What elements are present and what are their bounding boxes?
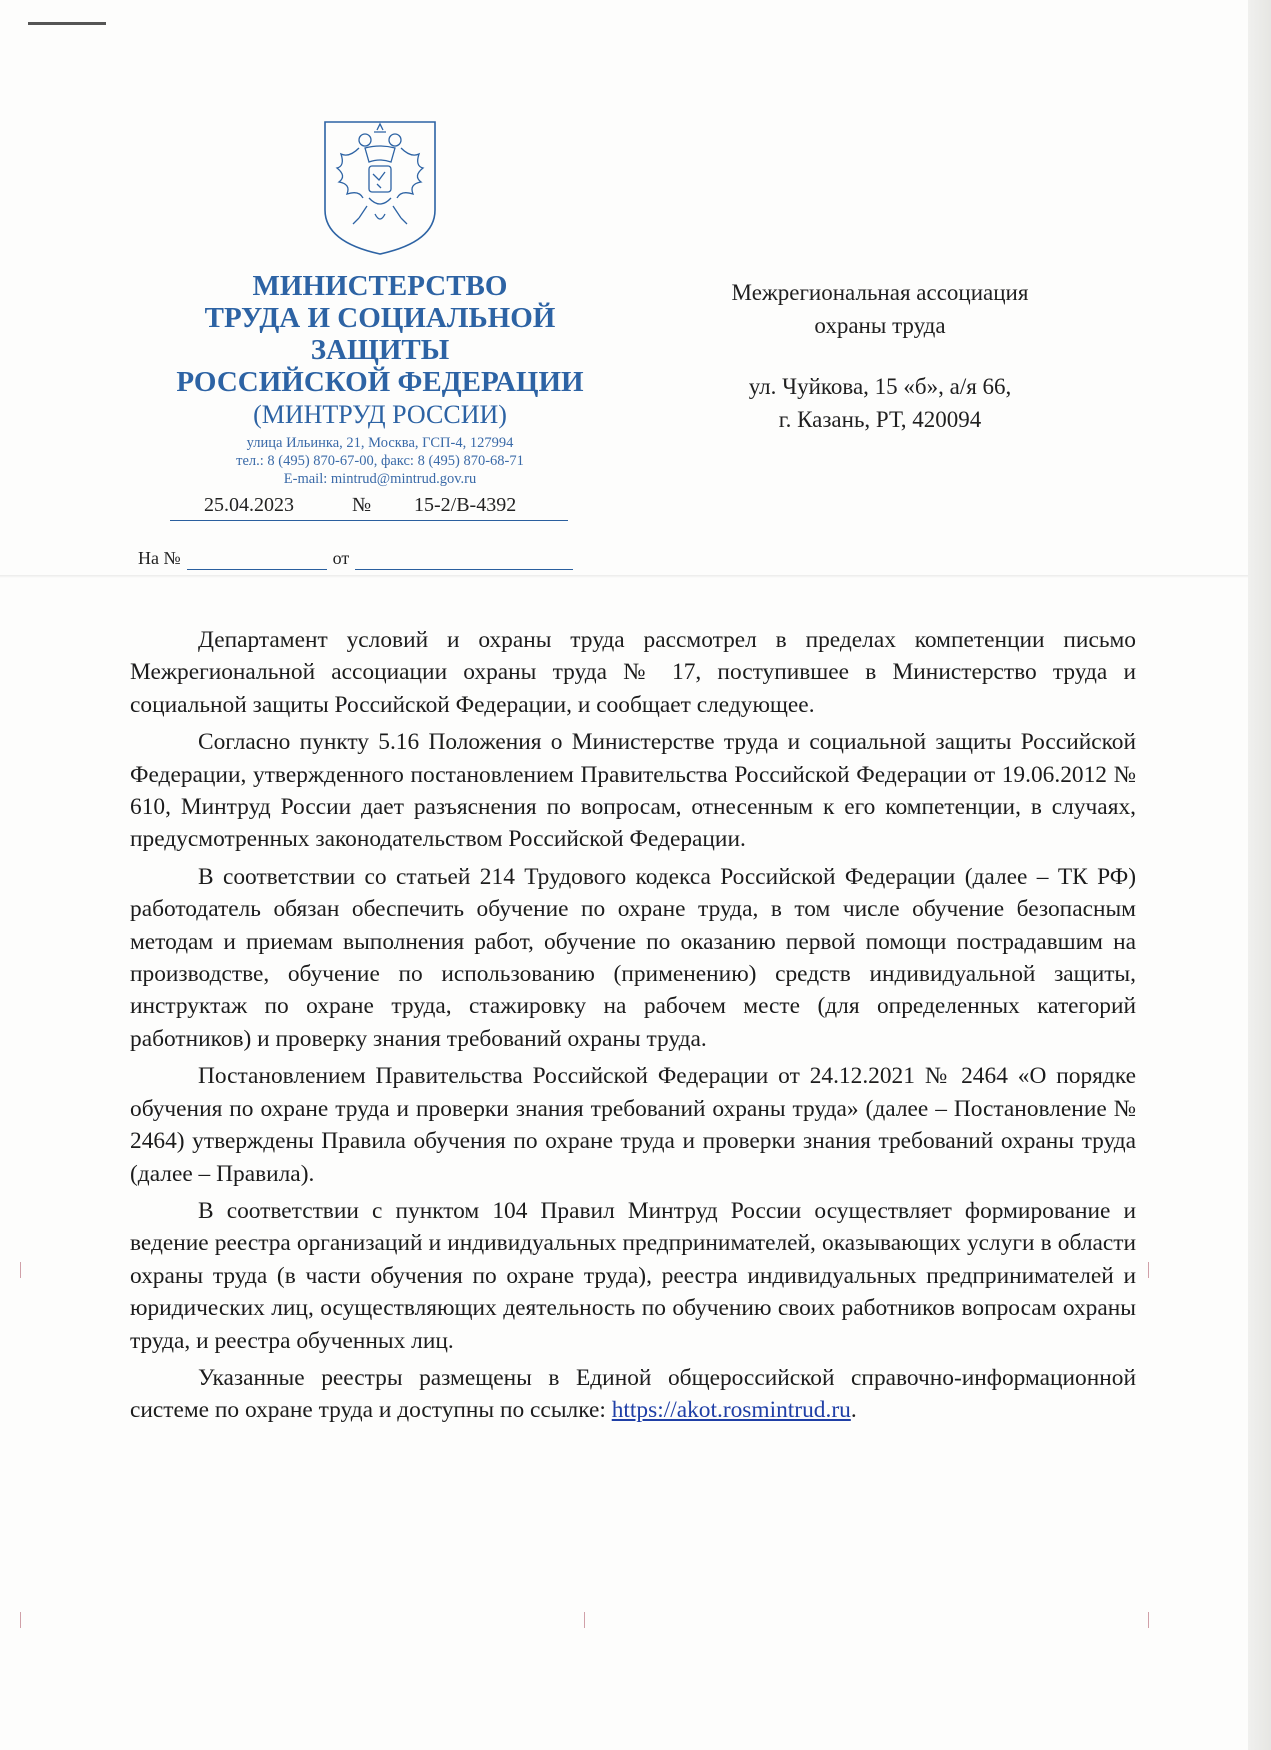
- recipient-block: [670, 276, 1090, 436]
- ministry-email: E-mail: mintrud@mintrud.gov.ru: [283, 471, 477, 487]
- scan-mark: [20, 1262, 21, 1278]
- paragraph-6: [130, 1362, 1136, 1427]
- scan-mark: [584, 1612, 585, 1628]
- ministry-name-line1: МИНИСТЕРСТВО: [252, 270, 508, 302]
- paragraph-4: Постановлением Правительства Российской Федерации от 24.12.2021 № 2464 «О порядке обучения по охране труда и проверки знания требований охраны труда» (далее – Постановление № 2464) утверждены Правила обучения по охране труда и проверки знания требований охраны труда (далее – Правила).: [130, 1063, 1136, 1187]
- ministry-short-name: (МИНТРУД РОССИИ): [253, 400, 507, 429]
- scan-mark: [1148, 1262, 1149, 1278]
- letterhead: [130, 118, 630, 488]
- scan-mark: [1148, 1612, 1149, 1628]
- registration-date: 25.04.2023: [204, 494, 294, 516]
- reply-number-blank: [187, 548, 327, 570]
- reply-number-label: На №: [138, 548, 181, 568]
- paragraph-6-text: Указанные реестры размещены в Единой общероссийской справочно-информационной системе по охране труда и доступны по ссылке:: [130, 1364, 1136, 1424]
- paragraph-2: Согласно пункту 5.16 Положения о Министерстве труда и социальной защиты Российской Федерации, утвержденного постановлением Правительства Российской Федерации от 19.06.2012 № 610, Минтруд России дает разъяснения по вопросам, отнесенным к его компетенции, в случаях, предусмотренных законодательством Российской Федерации.: [130, 729, 1136, 853]
- recipient-address-line2: г. Казань, РТ, 420094: [778, 407, 982, 432]
- recipient-name-line2: охраны труда: [814, 313, 946, 338]
- ministry-name-line4: РОССИЙСКОЙ ФЕДЕРАЦИИ: [176, 366, 584, 398]
- registration-line: [170, 494, 568, 521]
- registration-number: 15-2/В-4392: [414, 494, 517, 516]
- ministry-address: улица Ильинка, 21, Москва, ГСП-4, 127994: [246, 435, 514, 451]
- number-sign: №: [352, 494, 372, 516]
- scan-corner-mark: [28, 22, 106, 25]
- reply-reference-line: [138, 548, 573, 570]
- recipient-address-line1: ул. Чуйкова, 15 «б», а/я 66,: [748, 374, 1012, 399]
- recipient-name-line1: Межрегиональная ассоциация: [731, 280, 1029, 305]
- scan-mark: [20, 1612, 21, 1628]
- fold-line: [0, 575, 1248, 578]
- paragraph-3: В соответствии со статьей 214 Трудового кодекса Российской Федерации (далее – ТК РФ) работодатель обязан обеспечить обучение по охране труда, в том числе обучение безопасным методам и приемам выполнения работ, обучение по оказанию первой помощи пострадавшим на производстве, обучение по использованию (применению) средств индивидуальной защиты, инструктаж по охране труда, стажировку на рабочем месте (для определенных категорий работников) и проверку знания требований охраны труда.: [130, 863, 1136, 1052]
- reply-date-label: от: [332, 548, 350, 568]
- page-edge: [1248, 0, 1271, 1750]
- reply-date-blank: [355, 548, 573, 570]
- ministry-name-line2: ТРУДА И СОЦИАЛЬНОЙ: [204, 302, 556, 334]
- letter-body: [130, 624, 1136, 1432]
- paragraph-6-end: .: [850, 1397, 857, 1424]
- registry-link[interactable]: https://akot.rosmintrud.ru: [611, 1397, 851, 1424]
- ministry-name-line3: ЗАЩИТЫ: [310, 334, 450, 366]
- coat-of-arms-icon: [319, 118, 441, 258]
- paragraph-5: В соответствии с пунктом 104 Правил Минтруд России осуществляет формирование и ведение реестра организаций и индивидуальных предпринимателей, оказывающих услуги в области охраны труда (в части обучения по охране труда), реестра индивидуальных предпринимателей и юридических лиц, осуществляющих деятельность по обучению своих работников вопросам охраны труда, и реестра обученных лиц.: [130, 1197, 1136, 1354]
- ministry-phone: тел.: 8 (495) 870-67-00, факс: 8 (495) 870-68-71: [236, 453, 524, 469]
- paragraph-1: Департамент условий и охраны труда рассмотрел в пределах компетенции письмо Межрегиональной ассоциации охраны труда № 17, поступившее в Министерство труда и социальной защиты Российской Федерации, и сообщает следующее.: [130, 627, 1136, 718]
